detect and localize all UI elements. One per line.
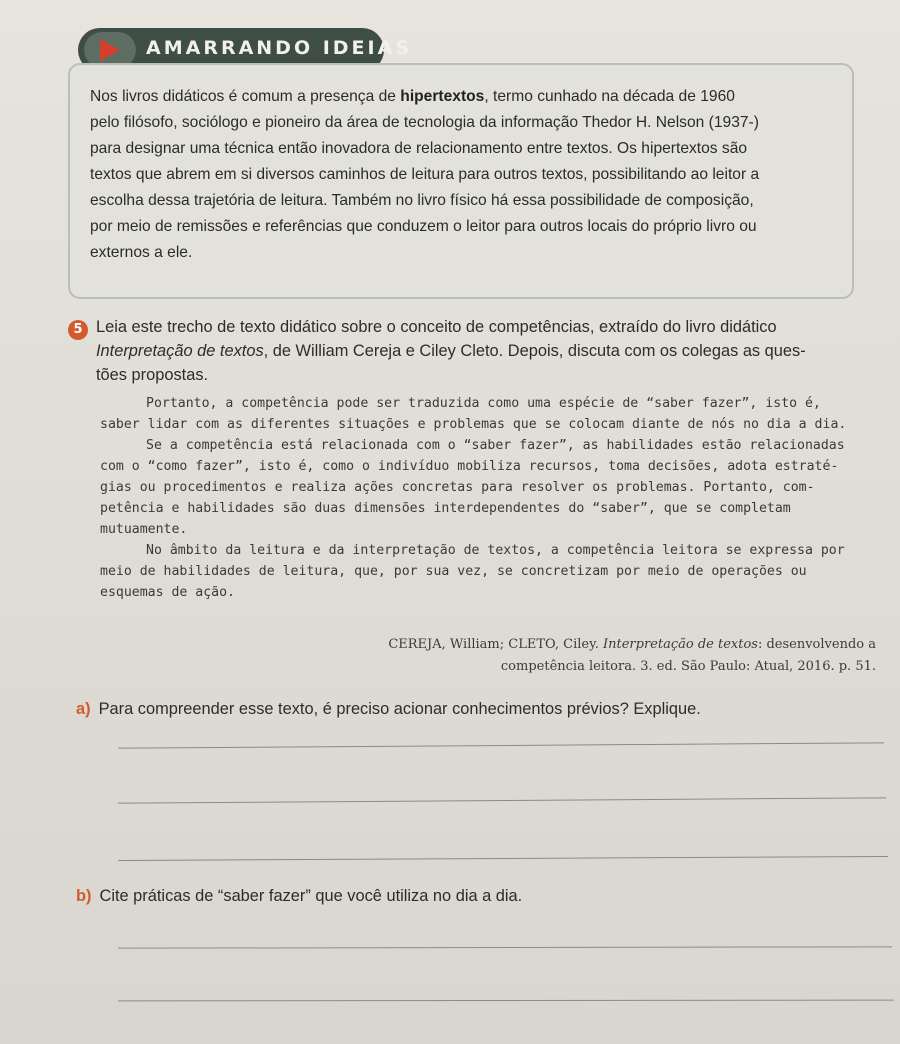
citation-line: competência leitora. 3. ed. São Paulo: Atual, 2016. p. 51. bbox=[500, 659, 876, 674]
citation bbox=[276, 634, 876, 678]
book-title: Interpretação de textos bbox=[96, 342, 264, 360]
intro-paragraph bbox=[90, 84, 850, 266]
intro-line: para designar uma técnica então inovadora de relacionamento entre textos. Os hipertextos são bbox=[90, 140, 748, 157]
play-arrow-icon bbox=[100, 39, 120, 61]
question-line: tões propostas. bbox=[96, 366, 209, 384]
passage-line: Se a competência está relacionada com o “saber fazer”, as habilidades estão relacionadas bbox=[146, 438, 845, 453]
passage-line: No âmbito da leitura e da interpretação de textos, a competência leitora se expressa por bbox=[146, 543, 845, 558]
intro-line: pelo filósofo, sociólogo e pioneiro da área de tecnologia da informação Thedor H. Nelson (1937-) bbox=[90, 114, 759, 131]
passage-line: Portanto, a competência pode ser traduzida como uma espécie de “saber fazer”, isto é, bbox=[146, 396, 821, 411]
passage-line: saber lidar com as diferentes situações e problemas que se colocam diante de nós no dia a dia. bbox=[100, 417, 847, 432]
subquestion-letter: a) bbox=[76, 700, 91, 718]
intro-line: Nos livros didáticos é comum a presença de hipertextos, termo cunhado na década de 1960 bbox=[90, 88, 735, 105]
passage-line: gias ou procedimentos e realiza ações concretas para resolver os problemas. Portanto, com- bbox=[100, 480, 815, 495]
citation-line: CEREJA, William; CLETO, Ciley. Interpretação de textos: desenvolvendo a bbox=[388, 637, 876, 652]
question-prompt bbox=[96, 315, 856, 387]
subquestion-a bbox=[76, 700, 701, 719]
answer-line[interactable] bbox=[118, 946, 892, 948]
subquestion-b bbox=[76, 887, 522, 906]
answer-line[interactable] bbox=[118, 797, 886, 803]
section-title: AMARRANDO IDEIAS bbox=[146, 37, 412, 59]
intro-line: por meio de remissões e referências que conduzem o leitor para outros locais do próprio livro ou bbox=[90, 218, 757, 235]
passage-line: petência e habilidades são duas dimensões interdependentes do “saber”, que se completam bbox=[100, 501, 791, 516]
question-line: Interpretação de textos, de William Cereja e Ciley Cleto. Depois, discuta com os colegas as ques- bbox=[96, 342, 806, 360]
passage-line: meio de habilidades de leitura, que, por sua vez, se concretizam por meio de operações ou bbox=[100, 564, 807, 579]
subquestion-letter: b) bbox=[76, 887, 92, 905]
intro-line: textos que abrem em si diversos caminhos de leitura para outros textos, possibilitando ao leitor a bbox=[90, 166, 760, 183]
subquestion-text: Para compreender esse texto, é preciso acionar conhecimentos prévios? Explique. bbox=[98, 700, 701, 718]
question-line: Leia este trecho de texto didático sobre o conceito de competências, extraído do livro didático bbox=[96, 318, 777, 336]
intro-line: escolha dessa trajetória de leitura. Também no livro físico há essa possibilidade de composição, bbox=[90, 192, 754, 209]
intro-line: externos a ele. bbox=[90, 244, 193, 261]
answer-line[interactable] bbox=[118, 742, 884, 748]
quoted-passage bbox=[100, 393, 870, 603]
question-number-badge: 5 bbox=[68, 320, 88, 340]
hypertext-term: hipertextos bbox=[400, 88, 485, 105]
passage-line: esquemas de ação. bbox=[100, 585, 235, 600]
passage-line: mutuamente. bbox=[100, 522, 188, 537]
passage-line: com o “como fazer”, isto é, como o indivíduo mobiliza recursos, toma decisões, adota estraté- bbox=[100, 459, 839, 474]
subquestion-text: Cite práticas de “saber fazer” que você utiliza no dia a dia. bbox=[99, 887, 523, 905]
answer-line[interactable] bbox=[118, 1000, 894, 1002]
answer-line[interactable] bbox=[118, 856, 888, 861]
